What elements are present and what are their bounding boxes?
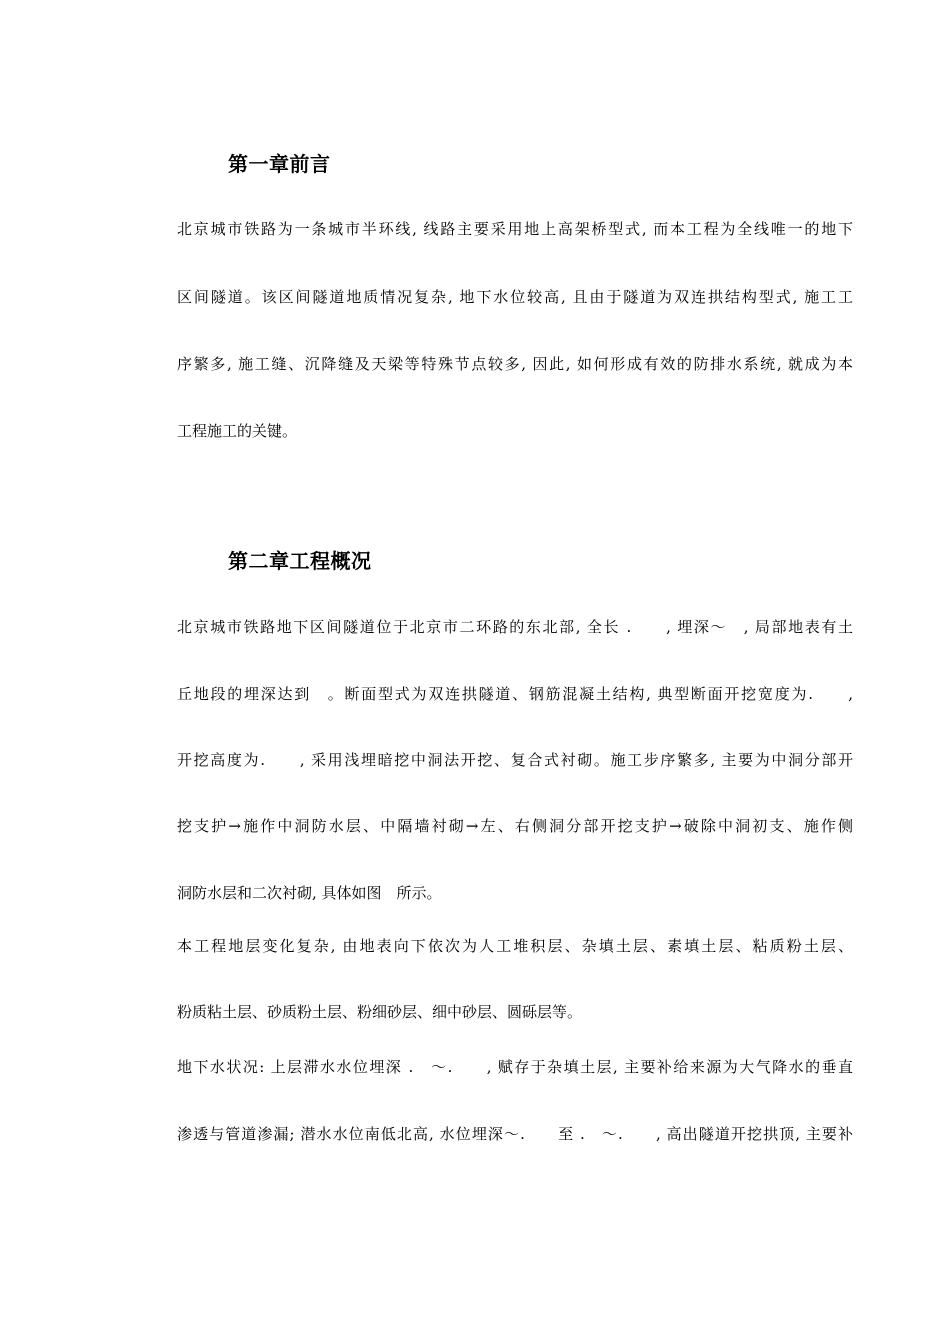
chapter-2-para-3-line: 地下水状况: 上层滞水水位埋深 . ～. , 赋存于杂填土层, 主要补给来源为大气降水的垂直 (177, 1058, 853, 1076)
chapter-2-para-3-line: 渗透与管道渗漏; 潜水水位南低北高, 水位埋深～. 至 . ～. , 高出隧道开挖拱顶, 主要补 (177, 1125, 853, 1143)
chapter-2-para-2-line: 粉质粘土层、砂质粉土层、粉细砂层、细中砂层、圆砾层等。 (177, 1003, 583, 1021)
chapter-2-para-1-line: 洞防水层和二次衬砌, 具体如图 所示。 (177, 884, 442, 902)
chapter-1-line: 区间隧道。该区间隧道地质情况复杂, 地下水位较高, 且由于隧道为双连拱结构型式, 施工工 (177, 288, 853, 306)
chapter-2-para-2-line: 本工程地层变化复杂, 由地表向下依次为人工堆积层、杂填土层、素填土层、粘质粉土层、 (177, 937, 853, 955)
chapter-2-title: 第二章工程概况 (228, 549, 372, 573)
chapter-1-line: 序繁多, 施工缝、沉降缝及天梁等特殊节点较多, 因此, 如何形成有效的防排水系统, 就成为本 (177, 355, 853, 373)
chapter-2-para-1-line: 丘地段的埋深达到 。断面型式为双连拱隧道、钢筋混凝土结构, 典型断面开挖宽度为. , (177, 685, 853, 703)
chapter-2-para-1-line: 北京城市铁路地下区间隧道位于北京市二环路的东北部, 全长 . , 埋深～ , 局部地表有土 (177, 618, 853, 636)
chapter-1-title: 第一章前言 (228, 152, 331, 176)
chapter-2-para-1-line: 开挖高度为. , 采用浅埋暗挖中洞法开挖、复合式衬砌。施工步序繁多, 主要为中洞分部开 (177, 751, 853, 769)
chapter-1-line: 北京城市铁路为一条城市半环线, 线路主要采用地上高架桥型式, 而本工程为全线唯一的地下 (177, 220, 853, 238)
chapter-2-para-1-line: 挖支护→施作中洞防水层、中隔墙衬砌→左、右侧洞分部开挖支护→破除中洞初支、施作侧 (177, 817, 853, 835)
chapter-1-line: 工程施工的关键。 (177, 422, 298, 440)
